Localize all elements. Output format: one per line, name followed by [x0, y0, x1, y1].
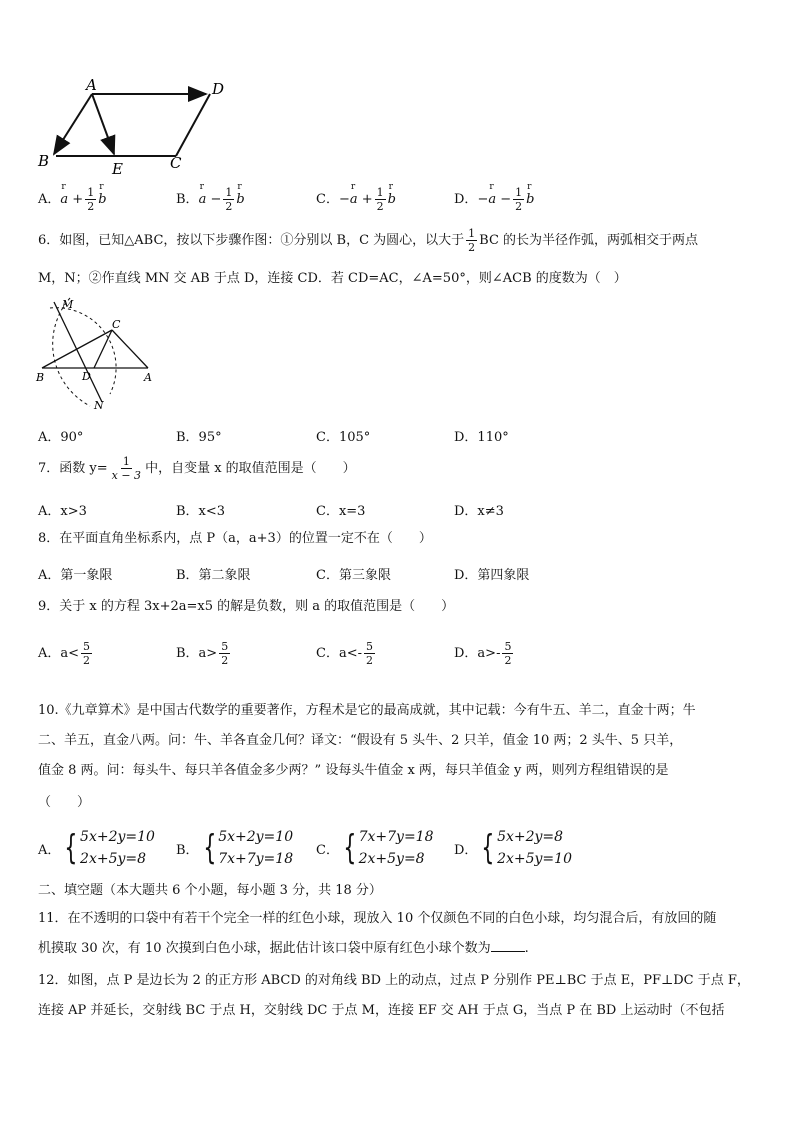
numerator: 1	[87, 186, 95, 199]
brace-icon: {	[202, 828, 216, 868]
option-label: C．a<	[316, 646, 358, 661]
operator: −	[500, 192, 512, 207]
denominator: 2	[504, 654, 512, 667]
vector-a: r a	[350, 192, 358, 207]
equation-2: 2x+5y=8	[358, 851, 425, 867]
operator: +	[72, 192, 84, 207]
vector-a: r a	[488, 192, 496, 207]
sign: −	[338, 192, 350, 207]
equation-system	[176, 826, 293, 870]
q10-stem-line1: 10.《九章算术》是中国古代数学的重要著作，方程术是它的最高成就，其中记载：今有牛五、羊二，直金十两；牛	[38, 703, 696, 718]
option-label: B．	[176, 842, 199, 858]
q7-option-a[interactable]: A．x>3	[38, 504, 87, 519]
q10-option-b[interactable]	[176, 826, 293, 870]
denominator: 2	[515, 200, 523, 213]
vector-a: r a	[60, 192, 68, 207]
point-label-D: D	[82, 370, 91, 383]
vector-b: r b	[98, 192, 106, 207]
triangle-construction-figure	[30, 294, 170, 412]
denominator: 2	[468, 241, 476, 254]
q11-text: 机摸取 30 次，有 10 次摸到白色小球，据此估计该口袋中原有红色小球个数为	[38, 941, 491, 956]
option-label: B．	[176, 192, 199, 207]
q7-stem	[38, 454, 756, 484]
equation-1: 5x+2y=10	[80, 829, 155, 845]
fraction	[364, 640, 375, 667]
equation-1: 5x+2y=10	[218, 829, 294, 845]
option-label: A．a<	[38, 646, 80, 661]
q6-stem-line1	[38, 226, 756, 256]
option-label: D．a>	[454, 646, 497, 661]
q11-stem-line1: 11．在不透明的口袋中有若干个完全一样的红色小球，现放入 10 个仅颜色不同的白色小球，均匀混合后，有放回的随	[38, 911, 717, 926]
operator: −	[210, 192, 222, 207]
point-label-N: N	[94, 399, 104, 412]
q10-option-a[interactable]	[38, 826, 155, 870]
q8-option-a[interactable]: A．第一象限	[38, 568, 113, 583]
vector-b: r b	[236, 192, 244, 207]
numerator: 1	[376, 186, 384, 199]
q6-text-pre: 6．如图，已知△ABC，按以下步骤作图：①分别以 B，C 为圆心，以大于	[38, 233, 465, 248]
q5-option-b[interactable]	[176, 186, 245, 213]
sign: -	[357, 646, 362, 661]
numerator: 1	[515, 186, 523, 199]
fraction	[375, 186, 386, 213]
fraction	[502, 640, 513, 667]
q11-stem-line2	[38, 934, 756, 964]
fraction	[223, 186, 234, 213]
point-label-E: E	[112, 160, 123, 178]
equation-2: 2x+5y=8	[80, 851, 147, 867]
option-label: A．	[38, 842, 61, 858]
brace-icon: {	[481, 828, 495, 868]
numerator: 5	[504, 640, 512, 653]
equation-1: 5x+2y=8	[497, 829, 564, 845]
q5-option-a[interactable]	[38, 186, 107, 213]
denominator: 2	[87, 200, 95, 213]
q9-option-b[interactable]	[176, 640, 232, 667]
q10-option-c[interactable]	[316, 826, 434, 870]
numerator: 1	[122, 455, 130, 468]
option-label: C．	[316, 192, 339, 207]
operator: +	[361, 192, 373, 207]
vector-b: r b	[526, 192, 534, 207]
equations	[80, 826, 155, 870]
q6-text-post: BC 的长为半径作弧，两弧相交于两点	[479, 233, 699, 248]
q10-stem-line2: 二、羊五，直金八两。问：牛、羊各直金几何？译文：“假设有 5 头牛、2 只羊，值金 10 两；2 头牛、5 只羊，	[38, 733, 683, 748]
denominator: 2	[225, 200, 233, 213]
numerator: 1	[225, 186, 233, 199]
point-label-A: A	[86, 76, 97, 94]
fraction	[513, 186, 524, 213]
option-label: D．	[454, 192, 478, 207]
fraction	[110, 455, 143, 482]
equation-1: 7x+7y=18	[358, 829, 434, 845]
q8-option-d[interactable]: D．第四象限	[454, 568, 530, 583]
equations	[359, 826, 434, 870]
q10-stem-line4: （ ）	[38, 795, 91, 810]
q6-option-c[interactable]: C．105°	[316, 430, 371, 445]
q10-stem-line3: 值金 8 两。问：每头牛、每只羊各值金多少两？” 设每头牛值金 x 两，每只羊值金 y 两，则列方程组错误的是	[38, 763, 669, 778]
q6-option-d[interactable]: D．110°	[454, 430, 509, 445]
denominator: 2	[376, 200, 384, 213]
point-label-B: B	[36, 371, 45, 384]
numerator: 1	[468, 227, 476, 240]
q7-option-b[interactable]: B．x<3	[176, 504, 226, 519]
equations	[218, 826, 293, 870]
q6-stem-line2: M，N；②作直线 MN 交 AB 于点 D，连接 CD．若 CD=AC，∠A=50°，则∠ACB 的度数为（ ）	[38, 271, 627, 286]
equation-2: 2x+5y=10	[497, 851, 572, 867]
equation-2: 7x+7y=18	[218, 851, 294, 867]
denominator: x − 3	[111, 469, 142, 482]
q10-option-d[interactable]	[454, 826, 572, 870]
point-label-B: B	[38, 152, 50, 170]
q8-option-c[interactable]: C．第三象限	[316, 568, 391, 583]
numerator: 5	[221, 640, 229, 653]
fraction	[81, 640, 92, 667]
q7-option-c[interactable]: C．x=3	[316, 504, 366, 519]
denominator: 2	[221, 654, 229, 667]
q8-option-b[interactable]: B．第二象限	[176, 568, 251, 583]
vector-b: r b	[388, 192, 396, 207]
q9-option-d[interactable]	[454, 640, 515, 667]
denominator: 2	[83, 654, 91, 667]
sign: −	[477, 192, 489, 207]
fraction	[466, 227, 477, 254]
section-title: 二、填空题（本大题共 6 个小题，每小题 3 分，共 18 分）	[38, 883, 382, 898]
point-label-C: C	[170, 154, 182, 172]
equation-system	[38, 826, 155, 870]
vector-a: r a	[199, 192, 207, 207]
q7-text-post: 中，自变量 x 的取值范围是（ ）	[145, 461, 356, 476]
point-label-M: M	[62, 298, 74, 311]
denominator: 2	[366, 654, 373, 667]
q7-text-pre: 7．函数 y=	[38, 461, 108, 476]
brace-icon: {	[343, 828, 357, 868]
numerator: 5	[83, 640, 91, 653]
equations	[497, 826, 572, 870]
option-label: A．	[38, 192, 61, 207]
point-label-D: D	[212, 80, 225, 98]
option-label: C．	[316, 842, 339, 858]
q12-stem-line1: 12．如图，点 P 是边长为 2 的正方形 ABCD 的对角线 BD 上的动点，过点 P 分别作 PE⊥BC 于点 E，PF⊥DC 于点 F，	[38, 973, 750, 988]
q6-option-a[interactable]: A．90°	[38, 430, 84, 445]
q5-option-d[interactable]	[454, 186, 534, 213]
answer-blank[interactable]	[491, 939, 525, 952]
option-label: B．a>	[176, 646, 218, 661]
q9-stem: 9．关于 x 的方程 3x+2a=x5 的解是负数，则 a 的取值范围是（ ）	[38, 599, 455, 614]
point-label-A: A	[144, 371, 152, 384]
fraction	[219, 640, 230, 667]
q8-stem: 8．在平面直角坐标系内，点 P（a，a+3）的位置一定不在（ ）	[38, 531, 432, 546]
q5-option-c[interactable]	[316, 186, 396, 213]
parallelogram-figure	[30, 74, 240, 178]
q7-option-d[interactable]: D．x≠3	[454, 504, 504, 519]
q12-stem-line2: 连接 AP 并延长，交射线 BC 于点 H，交射线 DC 于点 M，连接 EF 交 AH 于点 G，当点 P 在 BD 上运动时（不包括	[38, 1003, 725, 1018]
q11-text-end: .	[524, 941, 529, 956]
q9-option-a[interactable]	[38, 640, 94, 667]
fraction	[85, 186, 96, 213]
equation-system	[316, 826, 434, 870]
brace-icon: {	[64, 828, 78, 868]
option-label: D．	[454, 842, 478, 858]
sign: -	[496, 646, 501, 661]
q6-option-b[interactable]: B．95°	[176, 430, 222, 445]
equation-system	[454, 826, 572, 870]
point-label-C: C	[112, 318, 121, 331]
numerator: 5	[366, 640, 373, 653]
q9-option-c[interactable]	[316, 640, 377, 667]
